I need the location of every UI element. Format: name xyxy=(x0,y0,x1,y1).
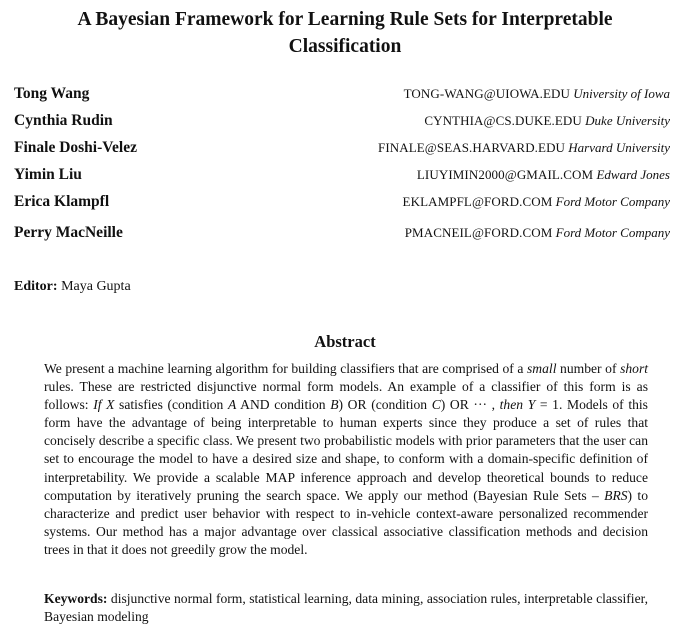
author-email[interactable]: CYNTHIA@CS.DUKE.EDU xyxy=(424,113,582,128)
editor-line xyxy=(14,279,131,295)
author-row xyxy=(14,85,670,112)
author-email[interactable]: LIUYIMIN2000@GMAIL.COM xyxy=(416,167,594,182)
author-affiliation xyxy=(417,167,670,183)
author-row xyxy=(14,224,670,251)
author-list xyxy=(14,85,670,251)
paper-title xyxy=(0,6,690,60)
author-affiliation xyxy=(404,86,670,102)
title-line-1: A Bayesian Framework for Learning Rule Sets for Interpretable xyxy=(77,9,613,30)
author-affiliation xyxy=(405,225,670,241)
keywords-label: Keywords: xyxy=(44,591,108,606)
author-name: Yimin Liu xyxy=(14,166,82,183)
author-row xyxy=(14,139,670,166)
author-name: Perry MacNeille xyxy=(14,224,123,241)
author-institution: Harvard University xyxy=(568,140,670,155)
author-name: Finale Doshi-Velez xyxy=(14,139,137,156)
keywords-paragraph xyxy=(44,590,648,626)
author-institution: Ford Motor Company xyxy=(555,225,670,240)
title-line-2: Classification xyxy=(288,36,402,57)
author-row xyxy=(14,193,670,220)
author-affiliation xyxy=(424,113,670,129)
author-affiliation xyxy=(378,140,670,156)
abstract-heading: Abstract xyxy=(314,332,376,351)
author-institution: University of Iowa xyxy=(573,86,670,101)
editor-name: Maya Gupta xyxy=(61,279,131,294)
author-email[interactable]: EKLAMPFL@FORD.COM xyxy=(402,194,553,209)
author-email[interactable]: TONG-WANG@UIOWA.EDU xyxy=(403,86,570,101)
author-name: Erica Klampfl xyxy=(14,193,110,210)
author-institution: Ford Motor Company xyxy=(555,194,670,209)
author-name: Cynthia Rudin xyxy=(14,112,113,129)
author-row xyxy=(14,112,670,139)
abstract-text: We present a machine learning algorithm for building classifiers that are comprised of a small number of short rules. These are restricted disjunctive normal form models. An example of a classifier of this form is as follows: If X satisfies (condition A AND condition B) OR (condition C) OR ··· , then Y = 1. Models of this form have the advantage of being interpretable to human experts since they produce a set of rules that concisely describe a specific class. We present two probabilistic models with prior parameters that the user can set to encourage the model to have a desired size and shape, to conform with a domain-specific definition of interpretability. We provide a scalable MAP inference approach and develop theoretical bounds to reduce computation by iteratively pruning the search space. We apply our method (Bayesian Rule Sets – BRS) to characterize and predict user behavior with respect to in-vehicle context-aware personalized recommender systems. Our method has a major advantage over classical associative classification methods and decision trees in that it does not greedily grow the model. xyxy=(44,361,649,557)
author-institution: Edward Jones xyxy=(596,167,670,182)
author-name: Tong Wang xyxy=(14,85,90,102)
author-affiliation xyxy=(403,194,670,210)
keywords-text: disjunctive normal form, statistical learning, data mining, association rules, interpretable classifier, Bayesian modeling xyxy=(44,591,648,625)
author-institution: Duke University xyxy=(585,113,670,128)
editor-label: Editor: xyxy=(14,279,58,294)
author-row xyxy=(14,166,670,193)
author-email[interactable]: FINALE@SEAS.HARVARD.EDU xyxy=(377,140,566,155)
author-email[interactable]: PMACNEIL@FORD.COM xyxy=(404,225,553,240)
